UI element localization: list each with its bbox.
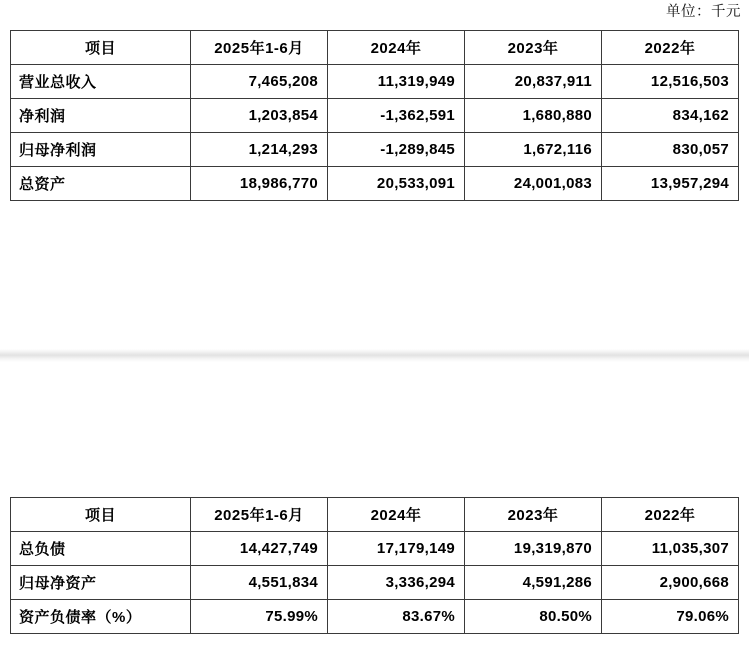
column-header-2023: 2023年: [465, 31, 602, 65]
section-divider: [0, 349, 749, 362]
cell-value: 4,591,286: [465, 566, 602, 600]
financial-summary-income-table: [10, 30, 739, 201]
cell-value: 1,203,854: [191, 99, 328, 133]
column-header-2022: 2022年: [602, 31, 739, 65]
row-label: 归母净资产: [11, 566, 191, 600]
cell-value: -1,289,845: [328, 133, 465, 167]
cell-value: 834,162: [602, 99, 739, 133]
cell-value: 83.67%: [328, 600, 465, 634]
row-label: 总负债: [11, 532, 191, 566]
column-header-2025h1: 2025年1-6月: [191, 498, 328, 532]
cell-value: 17,179,149: [328, 532, 465, 566]
column-header-2024: 2024年: [328, 31, 465, 65]
cell-value: 3,336,294: [328, 566, 465, 600]
cell-value: 11,035,307: [602, 532, 739, 566]
financial-summary-liability-table: [10, 497, 739, 634]
row-label: 净利润: [11, 99, 191, 133]
cell-value: 1,672,116: [465, 133, 602, 167]
cell-value: 79.06%: [602, 600, 739, 634]
column-header-2025h1: 2025年1-6月: [191, 31, 328, 65]
table-row: [11, 167, 739, 201]
table-row: [11, 99, 739, 133]
column-header-2024: 2024年: [328, 498, 465, 532]
cell-value: 4,551,834: [191, 566, 328, 600]
cell-value: 1,680,880: [465, 99, 602, 133]
unit-note: 单位：千元: [666, 4, 741, 20]
cell-value: 20,533,091: [328, 167, 465, 201]
cell-value: 2,900,668: [602, 566, 739, 600]
cell-value: 830,057: [602, 133, 739, 167]
column-header-2023: 2023年: [465, 498, 602, 532]
table-row: [11, 600, 739, 634]
cell-value: 20,837,911: [465, 65, 602, 99]
column-header-2022: 2022年: [602, 498, 739, 532]
table-header-row: [11, 31, 739, 65]
table-row: [11, 566, 739, 600]
table-row: [11, 65, 739, 99]
cell-value: 75.99%: [191, 600, 328, 634]
row-label: 归母净利润: [11, 133, 191, 167]
column-header-item: 项目: [11, 31, 191, 65]
column-header-item: 项目: [11, 498, 191, 532]
row-label: 资产负债率（%）: [11, 600, 191, 634]
cell-value: 11,319,949: [328, 65, 465, 99]
cell-value: -1,362,591: [328, 99, 465, 133]
cell-value: 12,516,503: [602, 65, 739, 99]
cell-value: 7,465,208: [191, 65, 328, 99]
row-label: 营业总收入: [11, 65, 191, 99]
table-row: [11, 532, 739, 566]
cell-value: 19,319,870: [465, 532, 602, 566]
table-header-row: [11, 498, 739, 532]
cell-value: 18,986,770: [191, 167, 328, 201]
row-label: 总资产: [11, 167, 191, 201]
cell-value: 13,957,294: [602, 167, 739, 201]
cell-value: 24,001,083: [465, 167, 602, 201]
cell-value: 80.50%: [465, 600, 602, 634]
cell-value: 14,427,749: [191, 532, 328, 566]
table-row: [11, 133, 739, 167]
cell-value: 1,214,293: [191, 133, 328, 167]
